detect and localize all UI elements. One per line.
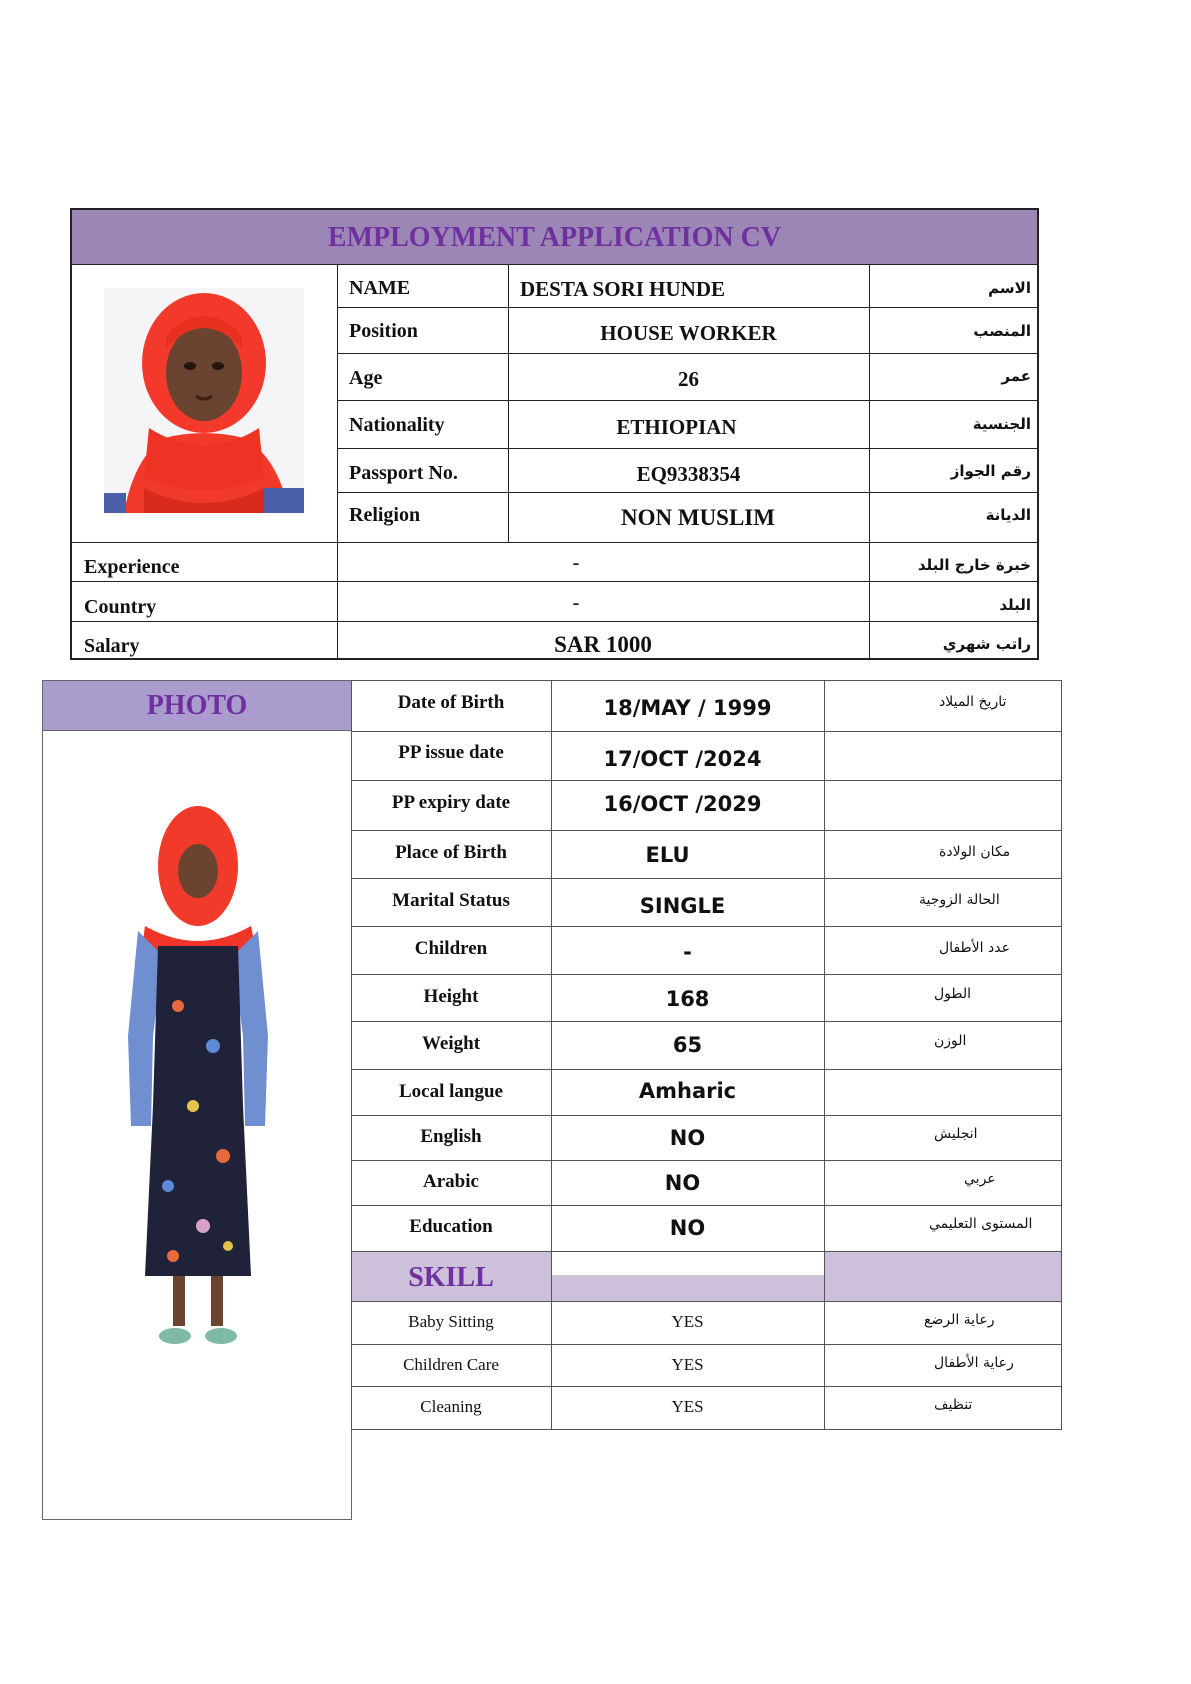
passport-arabic: رقم الجواز — [950, 462, 1031, 480]
weight-label: Weight — [421, 1033, 481, 1054]
skill-baby-sitting-label: Baby Sitting — [408, 1312, 494, 1331]
skill-cleaning-arabic: تنظيف — [934, 1397, 973, 1413]
religion-label: Religion — [349, 504, 421, 526]
height-value: 168 — [665, 987, 710, 1011]
marital-status-value: SINGLE — [639, 894, 726, 918]
dob-value: 18/MAY / 1999 — [603, 696, 772, 720]
weight-value: 65 — [672, 1033, 703, 1057]
cv-title: EMPLOYMENT APPLICATION CV — [72, 210, 1037, 265]
country-value: - — [572, 592, 580, 614]
position-value: HOUSE WORKER — [600, 321, 777, 345]
nationality-label: Nationality — [349, 414, 445, 436]
passport-label: Passport No. — [349, 462, 458, 484]
english-label: English — [420, 1126, 482, 1147]
skill-children-care-arabic: رعاية الأطفال — [934, 1355, 1014, 1371]
dob-label: Date of Birth — [397, 692, 505, 713]
pp-issue-value: 17/OCT /2024 — [603, 747, 762, 771]
cv-header-table — [70, 208, 1039, 660]
name-value: DESTA SORI HUNDE — [520, 277, 725, 301]
arabic-value: NO — [664, 1171, 701, 1195]
children-arabic: عدد الأطفال — [939, 940, 1010, 956]
experience-label: Experience — [84, 556, 180, 578]
local-language-label: Local langue — [399, 1081, 503, 1102]
pp-expiry-value: 16/OCT /2029 — [603, 792, 762, 816]
height-label: Height — [423, 986, 479, 1007]
nationality-arabic: الجنسية — [972, 415, 1031, 433]
age-label: Age — [349, 367, 383, 389]
name-arabic: الاسم — [988, 279, 1031, 297]
portrait-illustration — [104, 288, 304, 513]
children-value: - — [683, 940, 692, 964]
pp-expiry-label: PP expiry date — [391, 792, 511, 813]
country-arabic: البلد — [999, 596, 1031, 614]
country-label: Country — [84, 596, 157, 618]
place-of-birth-value: ELU — [645, 843, 690, 867]
full-body-photo — [123, 806, 273, 1351]
marital-status-arabic: الحالة الزوجية — [919, 892, 1000, 908]
skill-cleaning-value: YES — [671, 1397, 704, 1416]
arabic-arabic: عربي — [964, 1171, 996, 1187]
photo-header: PHOTO — [43, 681, 351, 731]
religion-arabic: الديانة — [985, 506, 1031, 524]
skill-baby-sitting-arabic: رعاية الرضع — [924, 1312, 995, 1328]
place-of-birth-arabic: مكان الولادة — [939, 844, 1011, 860]
education-arabic: المستوى التعليمي — [929, 1216, 1033, 1232]
english-arabic: انجليش — [934, 1126, 978, 1142]
skill-children-care-value: YES — [671, 1355, 704, 1374]
skill-cleaning-label: Cleaning — [420, 1397, 482, 1416]
passport-value: EQ9338354 — [636, 462, 741, 486]
salary-arabic: راتب شهري — [942, 635, 1031, 653]
local-language-value: Amharic — [638, 1079, 737, 1103]
height-arabic: الطول — [934, 986, 972, 1002]
nationality-value: ETHIOPIAN — [616, 415, 737, 439]
marital-status-label: Marital Status — [392, 890, 510, 911]
age-value: 26 — [678, 367, 699, 391]
name-label: NAME — [349, 277, 411, 299]
education-value: NO — [669, 1216, 706, 1240]
english-value: NO — [669, 1126, 706, 1150]
experience-value: - — [572, 552, 580, 574]
pp-issue-label: PP issue date — [398, 742, 504, 763]
portrait-photo — [104, 288, 304, 513]
details-table — [351, 680, 1062, 1430]
full-body-illustration — [123, 806, 273, 1351]
arabic-label: Arabic — [423, 1171, 479, 1192]
education-label: Education — [409, 1216, 493, 1237]
place-of-birth-label: Place of Birth — [395, 842, 507, 863]
skill-baby-sitting-value: YES — [671, 1312, 704, 1331]
children-label: Children — [414, 938, 488, 959]
skill-children-care-label: Children Care — [403, 1355, 499, 1374]
religion-value: NON MUSLIM — [621, 505, 775, 530]
salary-label: Salary — [84, 635, 140, 657]
position-arabic: المنصب — [973, 322, 1031, 340]
position-label: Position — [349, 320, 418, 342]
salary-value: SAR 1000 — [554, 632, 652, 657]
full-photo-panel — [42, 680, 352, 1520]
weight-arabic: الوزن — [934, 1033, 967, 1049]
experience-arabic: خبرة خارج البلد — [917, 556, 1031, 574]
skill-header: SKILL — [408, 1262, 494, 1293]
dob-arabic: تاريخ الميلاد — [939, 694, 1007, 710]
age-arabic: عمر — [1001, 367, 1031, 385]
